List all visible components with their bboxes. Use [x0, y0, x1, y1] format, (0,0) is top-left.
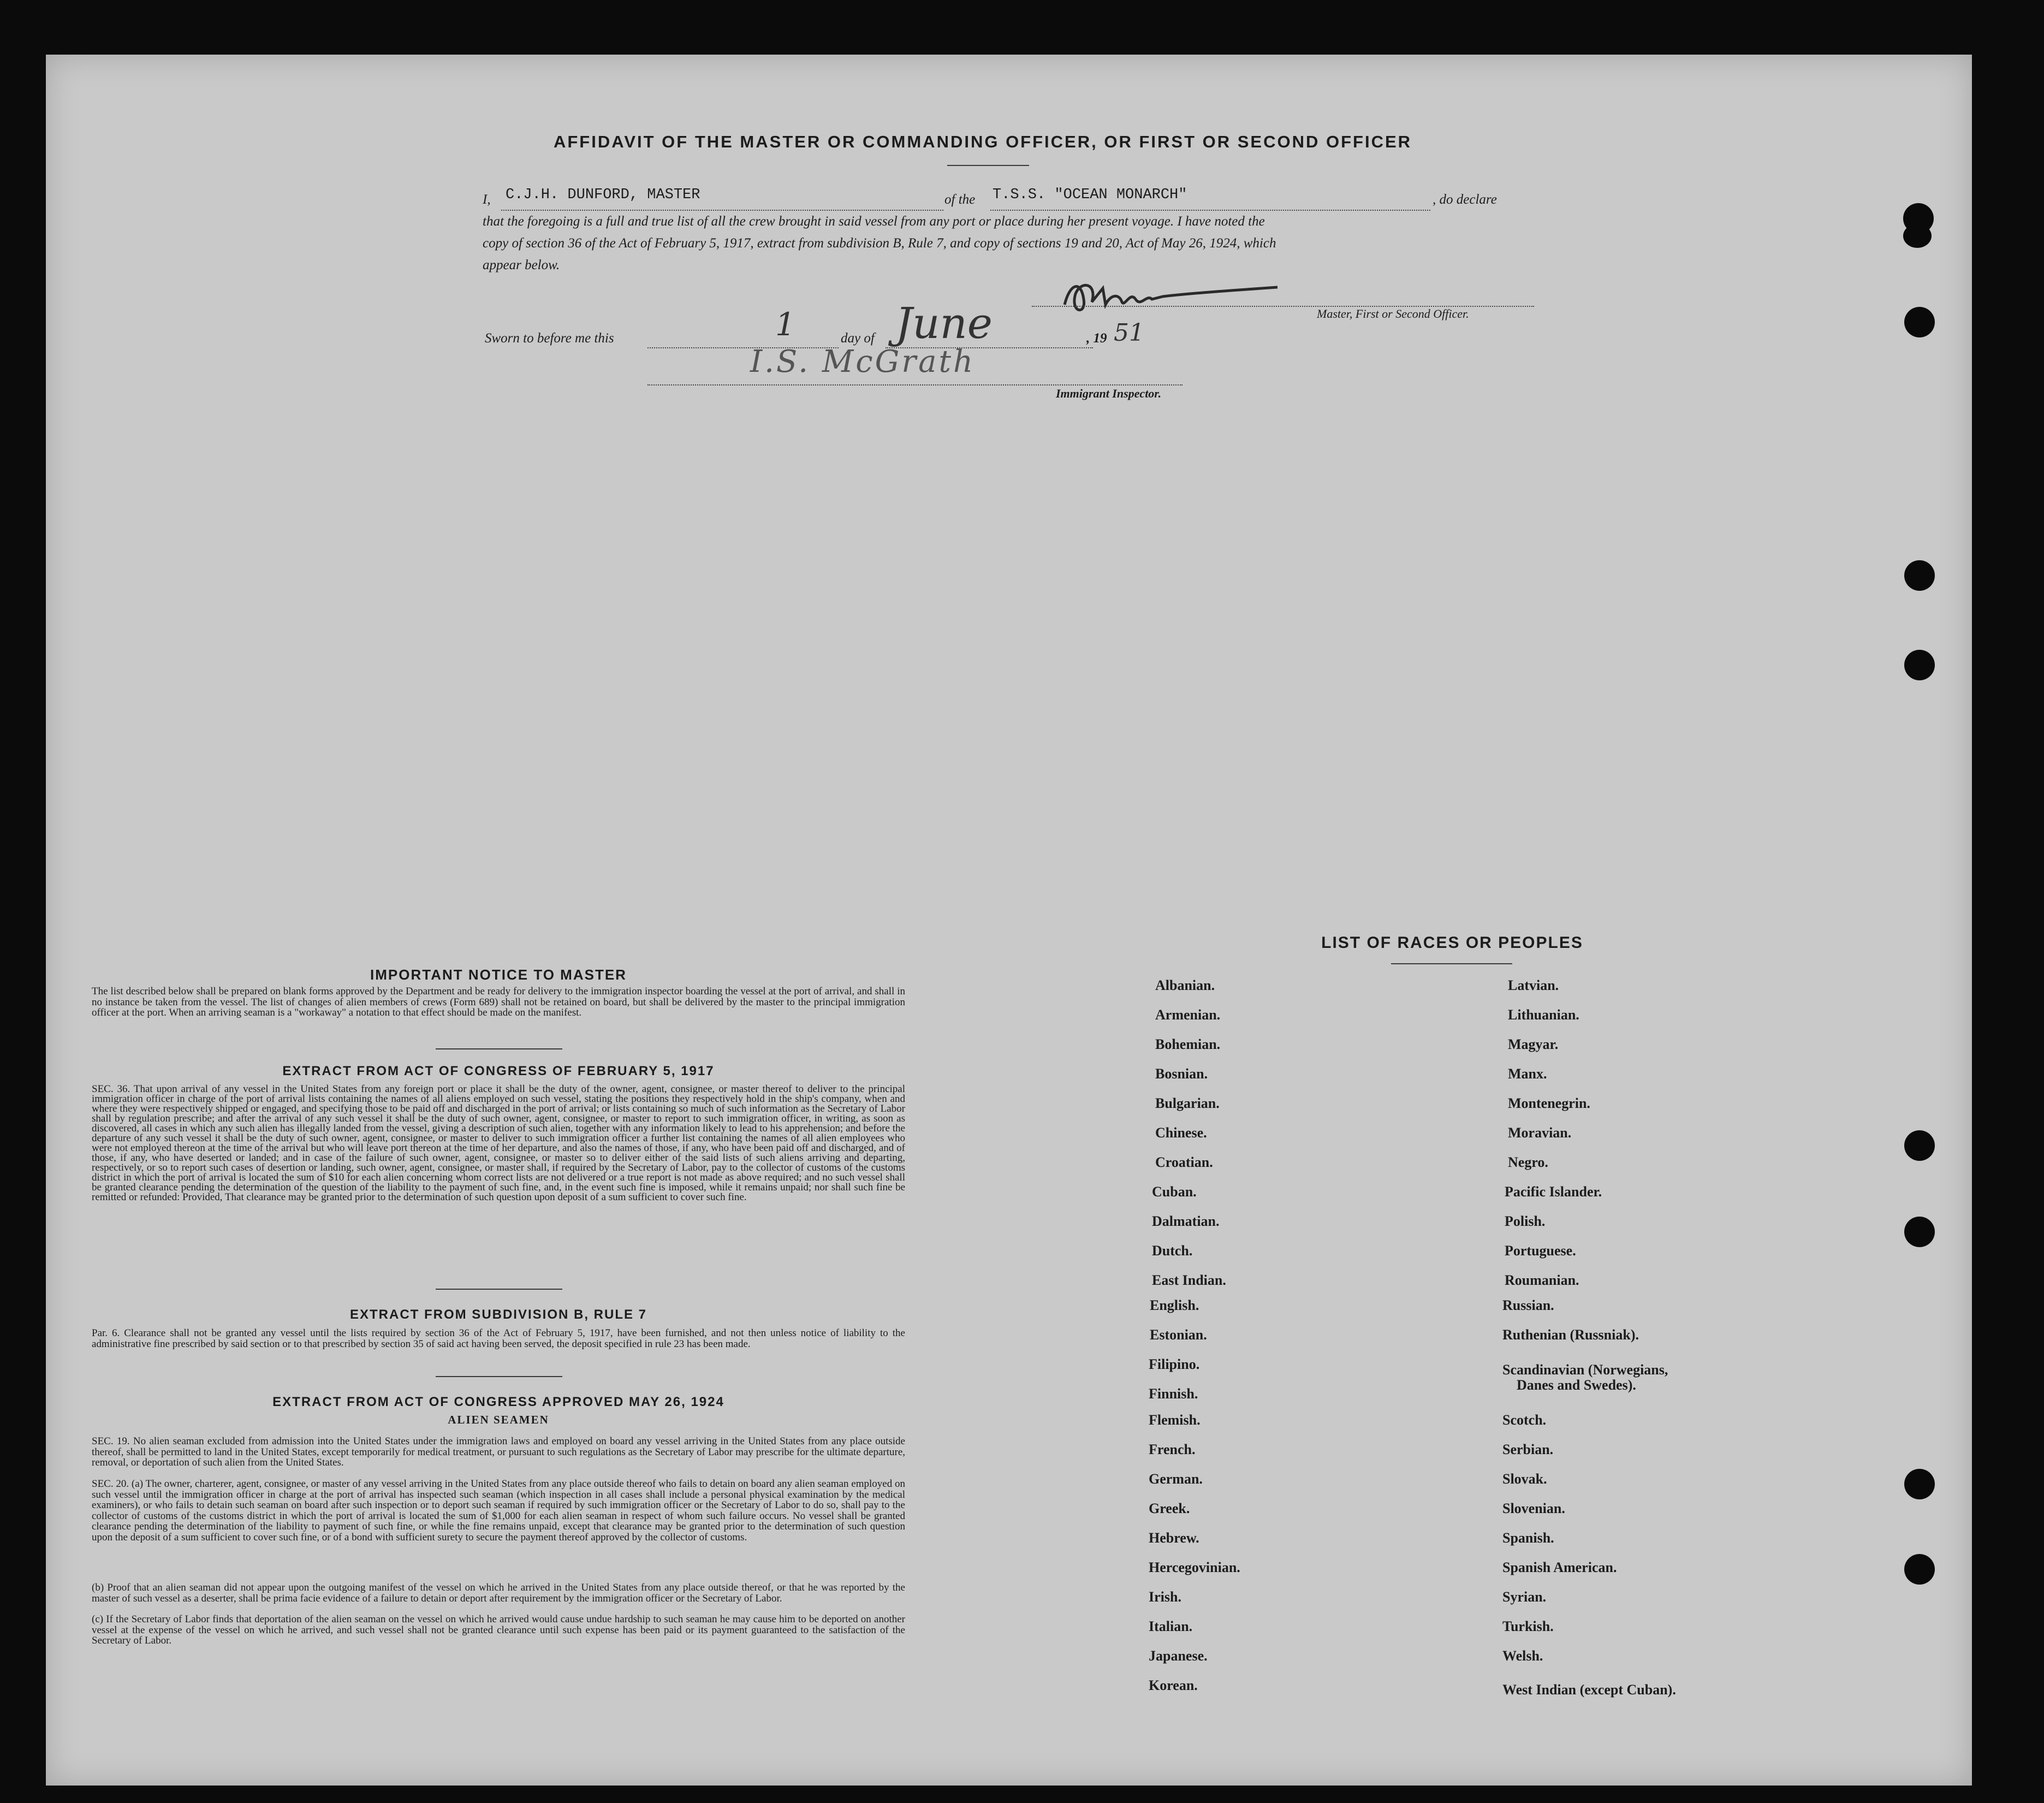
vessel-field [990, 203, 1430, 211]
declarant-field [501, 203, 943, 211]
extract-rule7-title: EXTRACT FROM SUBDIVISION B, RULE 7 [349, 1307, 647, 1322]
punch-hole [1904, 1130, 1935, 1161]
race-item: Korean. [1149, 1677, 1198, 1693]
race-item: Scandinavian (Norwegians, [1502, 1362, 1668, 1378]
race-item: German. [1149, 1471, 1203, 1487]
race-item: Ruthenian (Russniak). [1502, 1327, 1639, 1343]
year-prefix: , 19 [1086, 331, 1107, 346]
race-item: Serbian. [1502, 1442, 1554, 1457]
race-item: Dutch. [1152, 1243, 1193, 1259]
race-item: Flemish. [1149, 1412, 1201, 1428]
extract-1924-subtitle: ALIEN SEAMEN [448, 1413, 549, 1426]
declaration-line-2: copy of section 36 of the Act of February 5, 1917, extract from subdivision B, Rule 7, and copy of sections 19 and 20, Act of May 26, 1924, which [483, 236, 1276, 251]
race-item: Magyar. [1508, 1036, 1559, 1052]
race-item: Japanese. [1149, 1648, 1208, 1664]
race-item: Dalmatian. [1152, 1213, 1220, 1229]
race-item: Bohemian. [1155, 1036, 1221, 1052]
extract-1917-body: SEC. 36. That upon arrival of any vessel in the United States from any foreign port or place it shall be the duty of the owner, agent, consignee, or master thereof to deliver to the principal immigration officer in charge of the port of arrival lists containing the names of all aliens employed on such vessel, stating the positions they respectively hold in the ship's company, when and where they were respectively shipped or engaged, and specifying those to be paid off and discharged in the port of arrival; or lists containing so much of such information as the Secretary of Labor shall by regulation prescribe; and after the arrival of any such vessel it shall be the duty of such owner, agent, consignee, or master to report to such immigration officer, in writing, as soon as discovered, all cases in which any such alien has illegally landed from the vessel, giving a description of such alien, together with any information likely to lead to his apprehension; and before the departure of any such vessel it shall be the duty of such owner, agent, consignee, or master to deliver to such immigration officer a further list containing the names of all alien employees who were not employed thereon at the time of the arrival but who will leave port thereon at the time of her departure, and also the names of those, if any, who have been paid off and discharged, and of those, if any, who have deserted or landed; and in case of the failure of such owner, agent, consignee, or master so to deliver either of the said lists of such aliens arriving and departing, respectively, or so to report such cases of desertion or landing, such owner, agent, consignee, or master shall, if required by the Secretary of Labor, pay to the collector of customs of the customs district in which the port of arrival is located the sum of $10 for each alien concerning whom correct lists are not delivered or a true report is not made as above required; and no such vessel shall be granted clearance pending the determination of the question of the liability to the payment of such fine, and, in the event such fine is imposed, while it remains unpaid; nor shall such fine be remitted or refunded: Provided, That clearance may be granted prior to the determination of such question upon deposit of a sum sufficient to cover such fine. [92, 1083, 905, 1203]
punch-hole [1904, 560, 1935, 591]
sworn-day: 1 [775, 306, 795, 343]
declaration-line-1: that the foregoing is a full and true list of all the crew brought in said vessel from any port or place during her present voyage. I have noted the [483, 214, 1265, 229]
races-title: LIST OF RACES OR PEOPLES [1321, 934, 1583, 952]
race-item: Latvian. [1508, 977, 1559, 993]
year-suffix: 51 [1114, 319, 1144, 347]
prefix-i: I, [483, 192, 491, 207]
punch-hole [1904, 1554, 1935, 1585]
punch-hole [1904, 1469, 1935, 1499]
extract-1917-divider [436, 1289, 562, 1290]
inspector-signature-line [647, 384, 1183, 385]
race-item: Manx. [1508, 1066, 1547, 1082]
punch-hole [1904, 1217, 1935, 1247]
declarant-name: C.J.H. DUNFORD, MASTER [506, 187, 700, 203]
race-item: Hercegovinian. [1149, 1559, 1240, 1575]
race-item: West Indian (except Cuban). [1502, 1682, 1676, 1698]
signature-ink [1059, 277, 1288, 321]
title-divider [947, 165, 1029, 166]
inspector-signature: I.S. McGrath [750, 344, 976, 379]
race-item: Estonian. [1150, 1327, 1207, 1343]
race-item: Slovenian. [1502, 1500, 1565, 1516]
race-item: Greek. [1149, 1500, 1190, 1516]
race-item: English. [1150, 1297, 1199, 1313]
race-item: Syrian. [1502, 1589, 1547, 1605]
notice-divider [436, 1048, 562, 1049]
race-item: Pacific Islander. [1505, 1184, 1602, 1200]
races-divider [1391, 963, 1512, 964]
day-of-label: day of [841, 331, 875, 346]
sec20b-text: (b) Proof that an alien seaman did not appear upon the outgoing manifest of the vessel on which he arrived in the United States from any place outside thereof, or that he was reported by the master of such vessel as a deserter, shall be prima facie evidence of a failure to detain or deport after requirement by the immigration officer or the Secretary of Labor. [92, 1582, 905, 1604]
race-item: Danes and Swedes). [1517, 1377, 1636, 1393]
race-item: Russian. [1502, 1297, 1554, 1313]
race-item: Negro. [1508, 1154, 1548, 1170]
race-item: Spanish. [1502, 1530, 1554, 1546]
master-signature [1059, 277, 1201, 316]
vessel-name: T.S.S. "OCEAN MONARCH" [993, 187, 1187, 203]
race-item: Croatian. [1155, 1154, 1213, 1170]
extract-rule7-divider [436, 1376, 562, 1377]
of-the-label: of the [944, 192, 976, 207]
declaration-line-3: appear below. [483, 258, 560, 272]
punch-hole [1904, 650, 1935, 680]
race-item: Polish. [1505, 1213, 1546, 1229]
extract-1917-title: EXTRACT FROM ACT OF CONGRESS OF FEBRUARY 5, 1917 [282, 1064, 715, 1078]
race-item: Roumanian. [1505, 1272, 1579, 1288]
race-item: Moravian. [1508, 1125, 1572, 1141]
punch-hole [1904, 307, 1935, 337]
race-item: Spanish American. [1502, 1559, 1617, 1575]
race-item: Slovak. [1502, 1471, 1547, 1487]
race-item: Cuban. [1152, 1184, 1197, 1200]
race-item: Filipino. [1149, 1356, 1200, 1372]
sworn-month: June [895, 299, 993, 348]
race-item: French. [1149, 1442, 1196, 1457]
race-item: Armenian. [1155, 1007, 1221, 1023]
race-item: Portuguese. [1505, 1243, 1576, 1259]
race-item: Lithuanian. [1508, 1007, 1579, 1023]
sec20c-text: (c) If the Secretary of Labor finds that deportation of the alien seaman on the vessel on which he arrived would cause undue hardship to such seaman he may cause him to be deported on another vessel at the expense of the vessel on which he arrived, and such vessel shall not be granted clearance until such expense has been paid or its payment guaranteed to the satisfaction of the Secretary of Labor. [92, 1614, 905, 1646]
race-item: Scotch. [1502, 1412, 1547, 1428]
punch-hole [1903, 224, 1932, 248]
race-item: Montenegrin. [1508, 1095, 1590, 1111]
inspector-caption: Immigrant Inspector. [1056, 387, 1162, 400]
sec19-text: SEC. 19. No alien seaman excluded from admission into the United States under the immigration laws and employed on board any vessel arriving in the United States from any place outside thereof, shall be permitted to land in the United States, except temporarily for medical treatment, or pursuant to such regulations as the Secretary of Labor may prescribe for the ultimate departure, removal, or deportation of such alien from the United States. [92, 1436, 905, 1468]
race-item: Bulgarian. [1155, 1095, 1220, 1111]
notice-body: The list described below shall be prepared on blank forms approved by the Department and be ready for delivery to the immigration inspector boarding the vessel at the port of arrival, and shall in no instance be taken from the vessel. The list of changes of alien members of crews (Form 689) shall not be retained on board, but shall be delivered by the master to the principal immigration officer at the port. When an arriving seaman is a "workaway" a notation to that effect should be made on the manifest. [92, 986, 905, 1018]
officer-caption: Master, First or Second Officer. [1317, 307, 1469, 321]
race-item: Albanian. [1155, 977, 1215, 993]
race-item: Finnish. [1149, 1386, 1198, 1402]
extract-1924-title: EXTRACT FROM ACT OF CONGRESS APPROVED MAY 26, 1924 [272, 1395, 724, 1409]
race-item: Turkish. [1502, 1618, 1554, 1634]
race-item: Chinese. [1155, 1125, 1207, 1141]
do-declare-label: , do declare [1433, 192, 1497, 207]
race-item: Welsh. [1502, 1648, 1543, 1664]
sworn-label: Sworn to before me this [485, 331, 614, 346]
affidavit-title: AFFIDAVIT OF THE MASTER OR COMMANDING OFFICER, OR FIRST OR SECOND OFFICER [553, 132, 1412, 151]
race-item: Bosnian. [1155, 1066, 1208, 1082]
notice-title: IMPORTANT NOTICE TO MASTER [370, 966, 627, 983]
extract-rule7-body: Par. 6. Clearance shall not be granted any vessel until the lists required by section 36 of the Act of February 5, 1917, have been furnished, and not then unless notice of liability to the administrative fine prescribed by said section or to that prescribed by section 35 of said act having been served, the deposit specified in rule 23 has been made. [92, 1327, 905, 1350]
race-item: Irish. [1149, 1589, 1181, 1605]
sec20a-text: SEC. 20. (a) The owner, charterer, agent, consignee, or master of any vessel arriving in the United States from any place outside thereof who fails to detain on board any alien seaman employed on such vessel until the immigration officer in charge at the port of arrival has inspected such seaman (which inspection in all cases shall include a personal physical examination by the medical examiners), or who fails to detain such seaman on board after such inspection or to deport such seaman if required by such immigration officer or the Secretary of Labor to do so, shall pay to the collector of customs of the customs district in which the port of arrival is located the sum of $1,000 for each alien seaman in respect of whom such failure occurs. No vessel shall be granted clearance pending the determination of the liability to payment of such fine, or while the fine remains unpaid, except that clearance may be granted prior to the determination of such question upon the deposit of a sum sufficient to cover such fine, or of a bond with sufficient surety to secure the payment thereof approved by the collector of customs. [92, 1478, 905, 1543]
race-item: Italian. [1149, 1618, 1193, 1634]
race-item: Hebrew. [1149, 1530, 1199, 1546]
race-item: East Indian. [1152, 1272, 1226, 1288]
